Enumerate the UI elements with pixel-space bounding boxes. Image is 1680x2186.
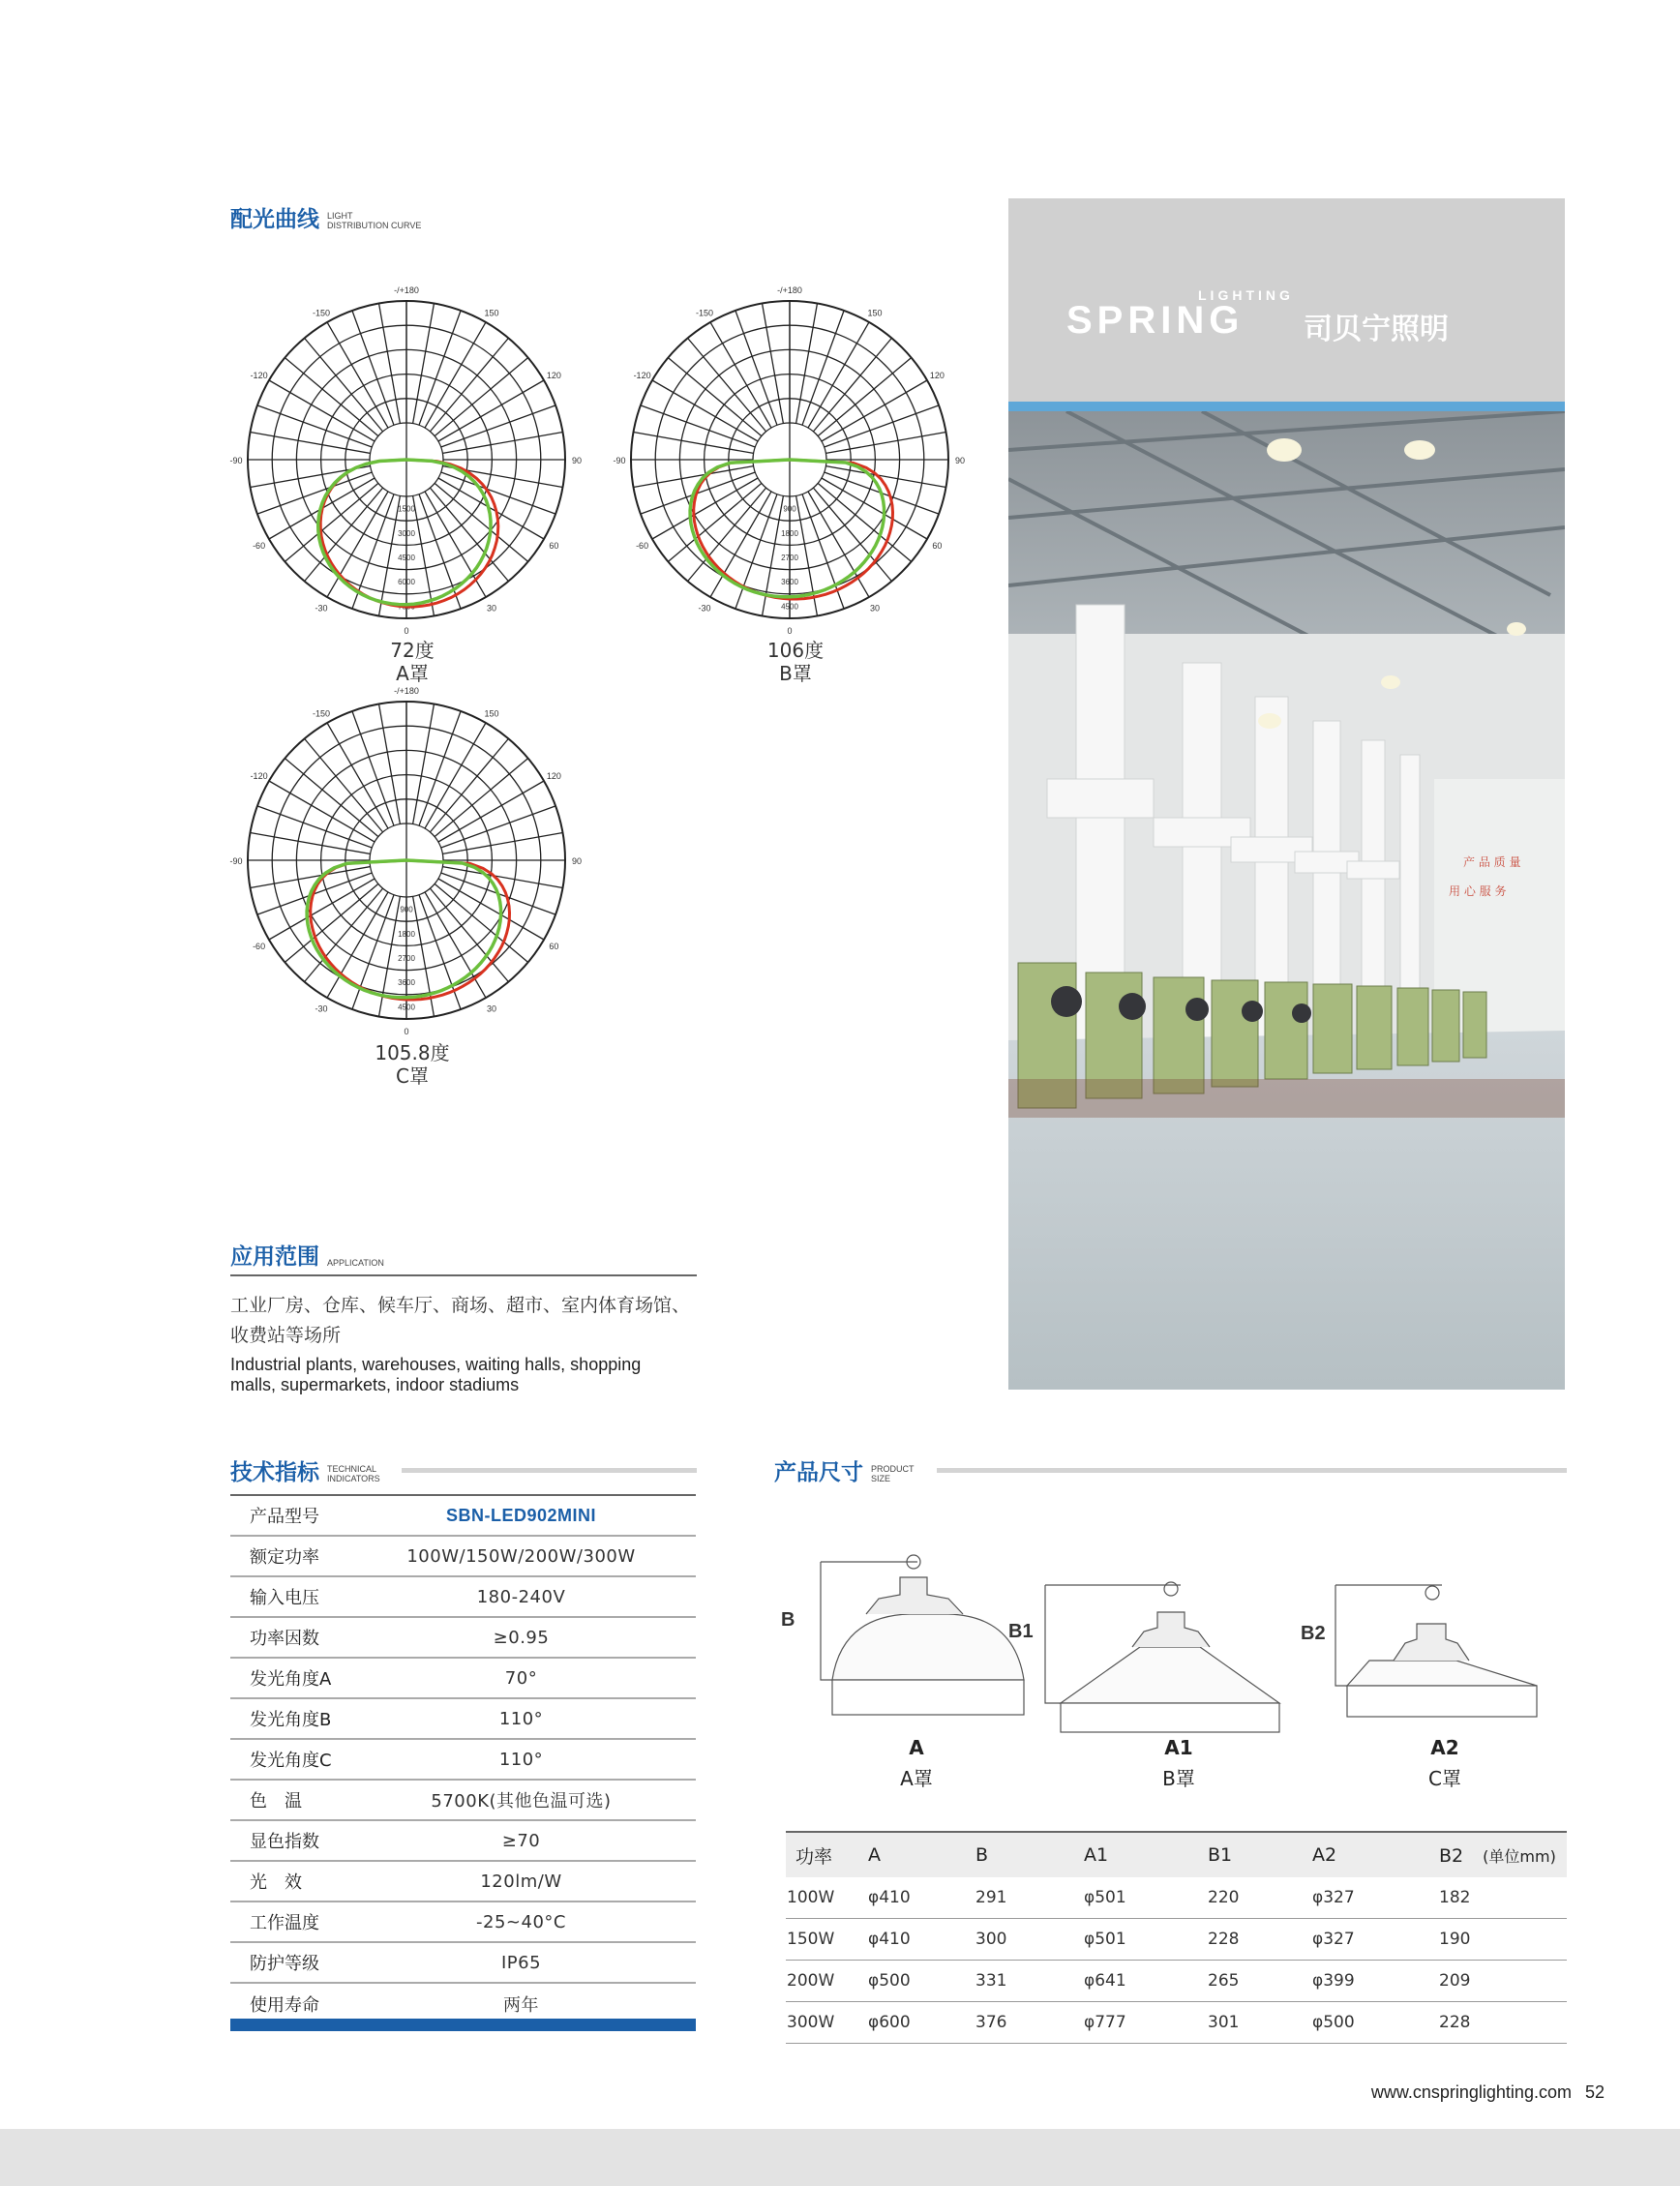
polar-spoke bbox=[442, 433, 562, 454]
polar-angle-label: -120 bbox=[633, 371, 651, 380]
lamp-a-shade bbox=[832, 1614, 1024, 1680]
polar-angle-label: 90 bbox=[954, 456, 966, 465]
polar-angle-label: -90 bbox=[613, 456, 626, 465]
polar-radial-label: 6000 bbox=[398, 578, 415, 587]
spec-key: 发光角度B bbox=[250, 1710, 332, 1730]
table-cell: 150W bbox=[786, 1919, 867, 1961]
spec-row bbox=[230, 1740, 696, 1781]
spec-key: 发光角度C bbox=[250, 1751, 332, 1771]
polar-angle-label: 120 bbox=[546, 771, 561, 781]
dims-unit: (单位mm) bbox=[1483, 1846, 1556, 1866]
dimensions-table bbox=[786, 1833, 1567, 2044]
polar-spoke bbox=[413, 303, 435, 423]
specs-heading bbox=[230, 1454, 380, 1486]
spec-value: 110° bbox=[498, 1708, 544, 1729]
spec-row bbox=[230, 1659, 696, 1699]
chart-b-angle: 106度 bbox=[766, 639, 825, 662]
table-cell: φ399 bbox=[1311, 1961, 1438, 2002]
chart-a-angle: 72度 bbox=[390, 639, 435, 662]
spec-key: 产品型号 bbox=[250, 1507, 319, 1527]
polar-angle-label: 90 bbox=[571, 856, 583, 866]
table-cell: 100W bbox=[786, 1877, 867, 1919]
table-cell: 301 bbox=[1207, 2002, 1311, 2044]
polar-angle-label: -120 bbox=[250, 771, 268, 781]
polar-spoke bbox=[796, 303, 818, 423]
polar-angle-label: -120 bbox=[250, 371, 268, 380]
polar-radial-label: 1500 bbox=[398, 504, 415, 514]
polar-angle-label: -/+180 bbox=[777, 285, 802, 295]
spec-value: SBN-LED902MINI bbox=[445, 1505, 597, 1525]
application-title-en: APPLICATION bbox=[327, 1258, 384, 1268]
table-cell: φ777 bbox=[1083, 2002, 1207, 2044]
specs-bottom-bar bbox=[230, 2019, 696, 2031]
lamp-b2-body bbox=[1394, 1624, 1469, 1661]
polar-spoke bbox=[763, 303, 784, 423]
polar-chart-0 bbox=[221, 274, 592, 645]
polar-angle-label: 90 bbox=[571, 456, 583, 465]
table-cell: 228 bbox=[1207, 1919, 1311, 1961]
table-cell: φ500 bbox=[1311, 2002, 1438, 2044]
polar-radial-label: 3600 bbox=[398, 978, 415, 988]
polar-angle-label: -60 bbox=[636, 541, 649, 551]
application-text-en-2: malls, supermarkets, indoor stadiums bbox=[230, 1375, 520, 1394]
svg-text:用 心 服 务: 用 心 服 务 bbox=[1449, 884, 1507, 898]
table-cell: φ327 bbox=[1311, 1919, 1438, 1961]
lamp-b2-shade bbox=[1347, 1661, 1537, 1686]
polar-spoke bbox=[413, 495, 435, 615]
dims-header-b1: B1 bbox=[1208, 1844, 1233, 1866]
table-cell: 190 bbox=[1438, 1919, 1567, 1961]
figure-a1-width-label: A1 bbox=[1164, 1736, 1193, 1759]
chart-c-caption bbox=[315, 1041, 509, 1088]
chart-a-cover: A罩 bbox=[396, 662, 429, 685]
page-number: 52 bbox=[1584, 2082, 1605, 2102]
size-title: 产品尺寸 bbox=[774, 1460, 863, 1485]
lamp-a-base bbox=[832, 1680, 1024, 1715]
chart-b-cover: B罩 bbox=[779, 662, 812, 685]
table-row bbox=[786, 2002, 1567, 2044]
specs-title: 技术指标 bbox=[230, 1460, 319, 1485]
table-cell: 220 bbox=[1207, 1877, 1311, 1919]
polar-angle-label: -60 bbox=[253, 942, 266, 951]
polar-radial-label: 1800 bbox=[398, 929, 415, 939]
polar-spoke bbox=[413, 704, 435, 823]
spec-row bbox=[230, 1862, 696, 1902]
polar-angle-label: -150 bbox=[312, 708, 331, 719]
polar-spoke bbox=[379, 303, 401, 423]
spec-value: ≥0.95 bbox=[493, 1627, 550, 1648]
polar-radial-label: 2700 bbox=[398, 954, 415, 963]
dims-header-a2: A2 bbox=[1312, 1844, 1337, 1866]
spec-value: ≥70 bbox=[501, 1830, 541, 1851]
spec-value: 5700K(其他色温可选) bbox=[431, 1791, 612, 1812]
polar-radial-label: 7500 bbox=[398, 602, 415, 612]
polar-angle-label: 0 bbox=[404, 626, 409, 636]
dim-label-b2: B2 bbox=[1301, 1623, 1326, 1644]
polar-radial-label: 900 bbox=[400, 905, 413, 914]
application-rule bbox=[230, 1274, 697, 1276]
polar-spoke bbox=[633, 433, 753, 454]
dims-header-a1: A1 bbox=[1084, 1844, 1109, 1866]
dims-header-a: A bbox=[868, 1844, 881, 1866]
dims-header-b2-label: B2 bbox=[1439, 1844, 1464, 1867]
polar-radial-label: 3600 bbox=[781, 578, 798, 587]
spec-key: 光 效 bbox=[250, 1872, 302, 1893]
photo-top-band bbox=[1008, 402, 1565, 411]
chart-a-caption bbox=[315, 639, 509, 685]
polar-angle-label: 150 bbox=[484, 708, 499, 719]
polar-radial-label: 3000 bbox=[398, 528, 415, 538]
application-text bbox=[230, 1291, 714, 1395]
polar-angle-label: -90 bbox=[229, 856, 243, 866]
table-cell: 331 bbox=[975, 1961, 1083, 2002]
table-cell: 291 bbox=[975, 1877, 1083, 1919]
footer-band bbox=[0, 2129, 1680, 2186]
polar-angle-label: -30 bbox=[315, 603, 328, 614]
specs-title-en: TECHNICAL INDICATORS bbox=[327, 1464, 380, 1483]
polar-spoke bbox=[379, 704, 401, 823]
polar-radial-label: 1800 bbox=[781, 528, 798, 538]
polar-angle-label: -150 bbox=[695, 308, 714, 318]
footer-url[interactable]: www.cnspringlighting.com bbox=[1370, 2082, 1572, 2102]
figure-a-caption bbox=[858, 1732, 975, 1794]
polar-angle-label: -30 bbox=[315, 1003, 328, 1014]
polar-angle-label: 30 bbox=[486, 1003, 497, 1014]
table-row bbox=[786, 1961, 1567, 2002]
polar-angle-label: 0 bbox=[787, 626, 793, 636]
table-row bbox=[786, 1919, 1567, 1961]
spec-key: 输入电压 bbox=[250, 1588, 319, 1608]
lamp-b1-ring bbox=[1164, 1582, 1178, 1596]
polar-angle-label: -30 bbox=[698, 603, 711, 614]
polar-angle-label: -/+180 bbox=[394, 686, 419, 696]
table-cell: φ327 bbox=[1311, 1877, 1438, 1919]
spec-value: -25~40°C bbox=[476, 1911, 566, 1932]
table-cell: φ410 bbox=[867, 1919, 975, 1961]
size-heading-rule bbox=[937, 1468, 1567, 1473]
spec-key: 功率因数 bbox=[250, 1629, 319, 1649]
size-title-en: PRODUCT SIZE bbox=[871, 1464, 915, 1483]
spec-row bbox=[230, 1618, 696, 1659]
table-cell: 300W bbox=[786, 2002, 867, 2044]
polar-angle-label: 0 bbox=[404, 1027, 409, 1036]
table-cell: φ500 bbox=[867, 1961, 975, 2002]
application-text-cn-2: 收费站等场所 bbox=[230, 1325, 342, 1346]
chart-c-angle: 105.8度 bbox=[375, 1041, 450, 1064]
brand-logo-name-cn: 司贝宁照明 bbox=[1304, 313, 1449, 346]
polar-angle-label: -150 bbox=[312, 308, 331, 318]
polar-spoke bbox=[250, 867, 370, 888]
polar-spoke bbox=[633, 466, 753, 488]
brand-tagline: LIGHTING bbox=[1198, 287, 1294, 303]
polar-spoke bbox=[442, 833, 562, 854]
spec-key: 色 温 bbox=[250, 1791, 302, 1812]
table-cell: 200W bbox=[786, 1961, 867, 2002]
figure-a2-width-label: A2 bbox=[1430, 1736, 1459, 1759]
polar-angle-label: 60 bbox=[549, 541, 559, 551]
dims-header-power: 功率 bbox=[795, 1845, 833, 1868]
table-cell: 300 bbox=[975, 1919, 1083, 1961]
application-text-en-1: Industrial plants, warehouses, waiting halls, shopping bbox=[230, 1355, 642, 1374]
polar-angle-label: 120 bbox=[546, 371, 561, 380]
figure-a1-cover: B罩 bbox=[1162, 1767, 1195, 1790]
lamp-b1-shade bbox=[1061, 1647, 1279, 1703]
polar-radial-label: 4500 bbox=[398, 554, 415, 562]
table-cell: φ641 bbox=[1083, 1961, 1207, 2002]
spec-key: 工作温度 bbox=[250, 1913, 319, 1933]
brand-logo-name: SPRING bbox=[1066, 299, 1245, 342]
factory-photo bbox=[1008, 411, 1565, 1390]
spec-value: 70° bbox=[504, 1667, 538, 1689]
dims-header-b: B bbox=[975, 1844, 989, 1866]
light-curve-heading bbox=[230, 201, 421, 233]
polar-angle-label: 150 bbox=[867, 308, 883, 318]
spec-key: 额定功率 bbox=[250, 1547, 319, 1568]
polar-spoke bbox=[250, 433, 370, 454]
lamp-a-body bbox=[866, 1577, 963, 1614]
polar-radial-label: 4500 bbox=[398, 1003, 415, 1012]
dim-label-b: B bbox=[781, 1609, 795, 1631]
chart-b-caption bbox=[699, 639, 892, 685]
spec-row bbox=[230, 1902, 696, 1943]
table-cell: φ501 bbox=[1083, 1877, 1207, 1919]
chart-c-cover: C罩 bbox=[396, 1064, 429, 1088]
figure-a2-caption bbox=[1387, 1732, 1503, 1794]
lamp-b1-base bbox=[1061, 1703, 1279, 1732]
lamp-b1-body bbox=[1132, 1612, 1210, 1647]
figure-a1-caption bbox=[1121, 1732, 1237, 1794]
spec-key: 防护等级 bbox=[250, 1954, 319, 1974]
table-row bbox=[786, 1877, 1567, 1919]
specs-heading-rule bbox=[402, 1468, 697, 1473]
polar-radial-label: 2700 bbox=[781, 554, 798, 562]
polar-chart-2 bbox=[221, 674, 592, 1046]
spec-value: 110° bbox=[498, 1749, 544, 1770]
polar-angle-label: -60 bbox=[253, 541, 266, 551]
application-text-cn-1: 工业厂房、仓库、候车厅、商场、超市、室内体育场馆、 bbox=[230, 1295, 691, 1316]
table-cell: φ600 bbox=[867, 2002, 975, 2044]
spec-key: 发光角度A bbox=[250, 1669, 332, 1690]
svg-text:产 品 质 量: 产 品 质 量 bbox=[1463, 855, 1521, 869]
polar-chart-1 bbox=[604, 274, 975, 645]
dim-label-b1: B1 bbox=[1008, 1621, 1034, 1642]
table-cell: φ410 bbox=[867, 1877, 975, 1919]
figure-a-width-label: A bbox=[909, 1736, 924, 1759]
light-curve-title-en: LIGHT DISTRIBUTION CURVE bbox=[327, 211, 422, 230]
spec-value: 120lm/W bbox=[480, 1871, 562, 1892]
application-heading bbox=[230, 1239, 384, 1271]
polar-angle-label: -90 bbox=[229, 456, 243, 465]
spec-row bbox=[230, 1699, 696, 1740]
application-title: 应用范围 bbox=[230, 1244, 319, 1270]
figure-a-cover: A罩 bbox=[900, 1767, 933, 1790]
light-curve-title: 配光曲线 bbox=[230, 207, 319, 232]
polar-angle-label: 30 bbox=[869, 603, 881, 614]
spec-key: 使用寿命 bbox=[250, 1995, 319, 2016]
polar-angle-label: 120 bbox=[929, 371, 945, 380]
table-cell: 265 bbox=[1207, 1961, 1311, 2002]
spec-row bbox=[230, 1577, 696, 1618]
table-cell: 228 bbox=[1438, 2002, 1567, 2044]
spec-key: 显色指数 bbox=[250, 1832, 319, 1852]
size-heading bbox=[774, 1454, 915, 1486]
dims-header-row bbox=[786, 1833, 1567, 1877]
figure-a2-cover: C罩 bbox=[1428, 1767, 1461, 1790]
polar-angle-label: 30 bbox=[486, 603, 497, 614]
polar-angle-label: 150 bbox=[484, 308, 499, 318]
lamp-b2-base bbox=[1347, 1686, 1537, 1717]
brand-panel bbox=[1008, 198, 1565, 402]
table-cell: 182 bbox=[1438, 1877, 1567, 1919]
spec-row bbox=[230, 1943, 696, 1984]
table-cell: φ501 bbox=[1083, 1919, 1207, 1961]
spec-row-model bbox=[230, 1496, 696, 1537]
spec-value: IP65 bbox=[500, 1952, 542, 1973]
spec-value: 100W/150W/200W/300W bbox=[406, 1545, 636, 1567]
spec-value: 两年 bbox=[503, 1995, 539, 2016]
spec-row bbox=[230, 1821, 696, 1862]
lamp-b2-ring bbox=[1425, 1586, 1439, 1600]
table-cell: 209 bbox=[1438, 1961, 1567, 2002]
polar-angle-label: 60 bbox=[549, 942, 559, 951]
polar-spoke bbox=[825, 433, 945, 454]
polar-angle-label: -/+180 bbox=[394, 285, 419, 295]
spec-row bbox=[230, 1537, 696, 1577]
dims-header-b2 bbox=[1438, 1833, 1567, 1877]
polar-radial-label: 4500 bbox=[781, 602, 798, 612]
footer bbox=[1371, 2082, 1605, 2103]
table-cell: 376 bbox=[975, 2002, 1083, 2044]
polar-spoke bbox=[250, 833, 370, 854]
spec-row bbox=[230, 1781, 696, 1821]
polar-angle-label: 60 bbox=[932, 541, 943, 551]
polar-radial-label: 900 bbox=[783, 504, 796, 514]
spec-value: 180-240V bbox=[476, 1586, 566, 1607]
